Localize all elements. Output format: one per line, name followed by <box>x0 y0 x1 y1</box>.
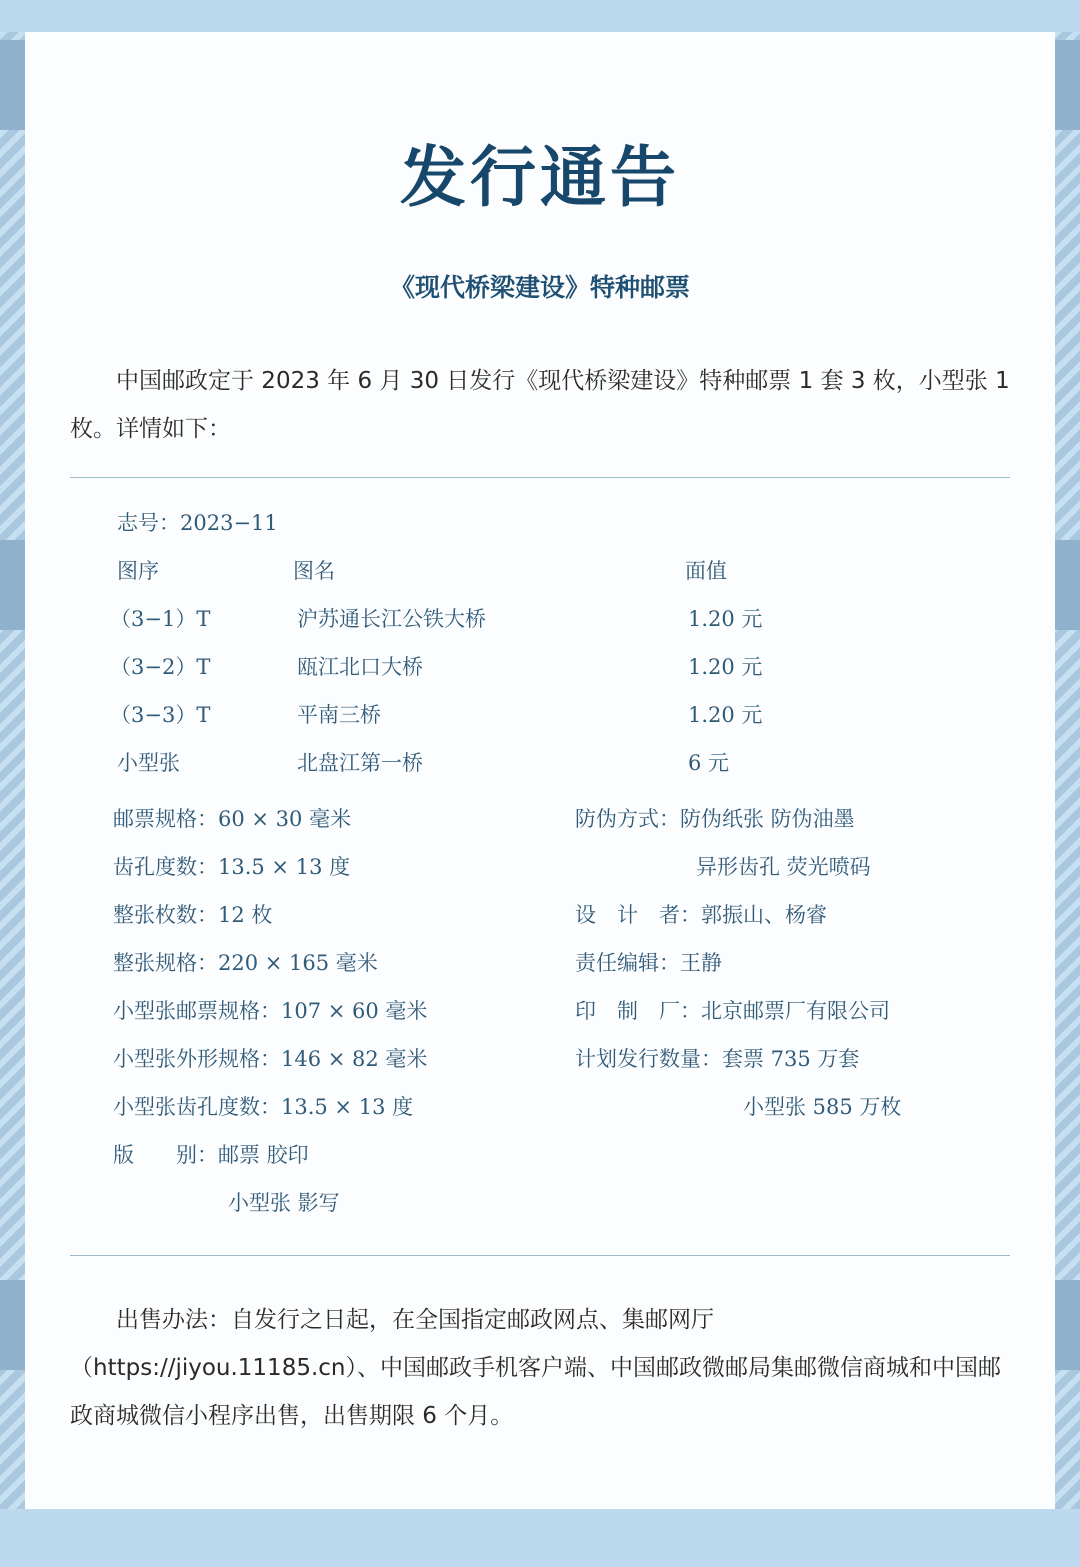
header-name: 图名 <box>293 559 335 583</box>
border-band <box>1054 40 1080 130</box>
row-name: 平南三桥 <box>297 703 381 727</box>
spec-printing-method: 版 别：邮票 胶印 <box>113 1143 309 1167</box>
row-value: 1.20 元 <box>688 607 763 631</box>
intro-paragraph: 中国邮政定于 2023 年 6 月 30 日发行《现代桥梁建设》特种邮票 1 套 3 枚，小型张 1 枚。详情如下： <box>70 368 1010 442</box>
spec-souvenir-outer-size: 小型张外形规格：146 × 82 毫米 <box>113 1047 428 1071</box>
border-band <box>0 540 26 630</box>
spec-anti-counterfeit-more: 异形齿孔 荧光喷码 <box>696 855 871 879</box>
spec-editor: 责任编辑：王静 <box>575 951 722 975</box>
row-name: 沪苏通长江公铁大桥 <box>297 607 486 631</box>
spec-souvenir-stamp-size: 小型张邮票规格：107 × 60 毫米 <box>113 999 428 1023</box>
spec-anti-counterfeit: 防伪方式：防伪纸张 防伪油墨 <box>575 807 855 831</box>
issue-number: 志号：2023−11 <box>117 511 278 535</box>
border-band <box>1054 1280 1080 1370</box>
row-sequence: 小型张 <box>117 751 180 775</box>
row-name: 北盘江第一桥 <box>297 751 423 775</box>
row-sequence: （3−2）T <box>110 655 211 679</box>
notice-paper <box>25 32 1055 1509</box>
spec-issue-quantity-souvenir: 小型张 585 万枚 <box>743 1095 902 1119</box>
spec-perforation: 齿孔度数：13.5 × 13 度 <box>113 855 351 879</box>
spec-printer: 印 制 厂：北京邮票厂有限公司 <box>575 999 890 1023</box>
spec-printing-method-souvenir: 小型张 影写 <box>228 1191 340 1215</box>
divider-top <box>70 477 1010 478</box>
border-band <box>0 40 26 130</box>
header-sequence: 图序 <box>117 559 159 583</box>
border-band <box>0 1280 26 1370</box>
top-border <box>0 0 1080 32</box>
header-value: 面值 <box>685 559 727 583</box>
spec-designer: 设 计 者：郭振山、杨睿 <box>575 903 827 927</box>
spec-stamp-size: 邮票规格：60 × 30 毫米 <box>113 807 352 831</box>
row-value: 1.20 元 <box>688 655 763 679</box>
bottom-border <box>0 1509 1080 1567</box>
divider-bottom <box>70 1255 1010 1256</box>
spec-issue-quantity: 计划发行数量：套票 735 万套 <box>575 1047 860 1071</box>
row-sequence: （3−1）T <box>110 607 211 631</box>
border-band <box>1054 540 1080 630</box>
row-value: 1.20 元 <box>688 703 763 727</box>
stamp-subtitle: 《现代桥梁建设》特种邮票 <box>389 273 690 302</box>
spec-sheet-size: 整张规格：220 × 165 毫米 <box>113 951 378 975</box>
sale-paragraph: 出售办法：自发行之日起，在全国指定邮政网点、集邮网厅（https://jiyou.11185.cn）、中国邮政手机客户端、中国邮政微邮局集邮微信商城和中国邮政商城微信小程序出售，出售期限 6 个月。 <box>70 1307 1001 1429</box>
spec-souvenir-perforation: 小型张齿孔度数：13.5 × 13 度 <box>113 1095 414 1119</box>
spec-sheet-count: 整张枚数：12 枚 <box>113 903 273 927</box>
page-title: 发行通告 <box>400 139 680 216</box>
row-sequence: （3−3）T <box>110 703 211 727</box>
row-value: 6 元 <box>688 751 730 775</box>
row-name: 瓯江北口大桥 <box>297 655 423 679</box>
